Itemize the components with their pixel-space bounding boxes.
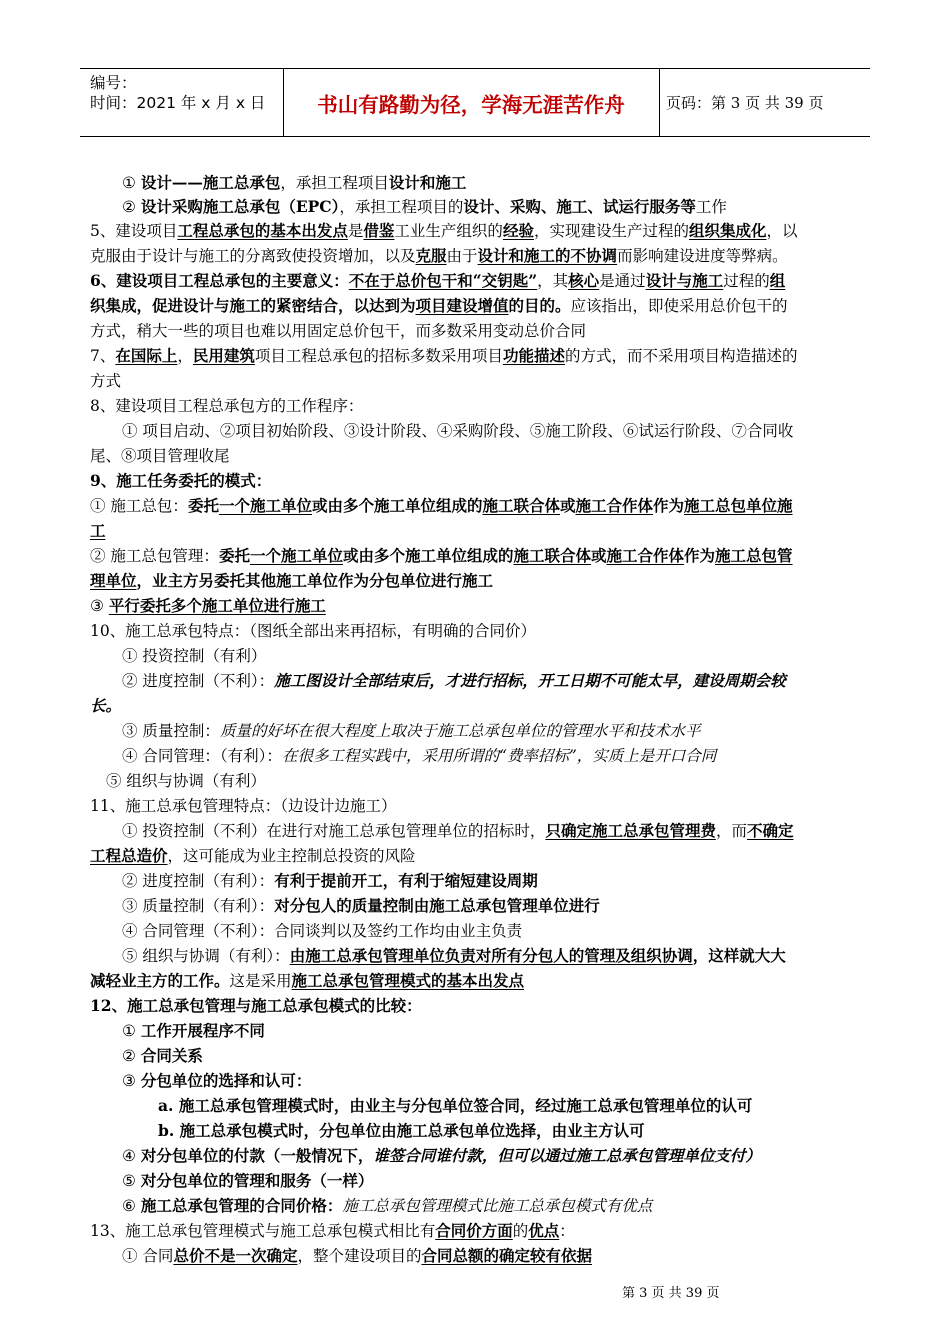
text-segment: 在国际上: [115, 346, 178, 365]
text-segment: ④: [122, 1147, 141, 1165]
text-segment: 平行委托多个施工单位进行施工: [108, 596, 326, 615]
text-line: [90, 321, 586, 341]
text-segment: 合同总额的确定较有依据: [421, 1246, 592, 1265]
text-segment: 施工总承包管理模式的基本出发点: [291, 971, 525, 990]
text-line: [122, 721, 700, 741]
text-segment: 只确定施工总承包管理费: [545, 821, 716, 840]
text-segment: 或: [560, 496, 576, 515]
text-segment: ③: [122, 1072, 141, 1090]
text-segment: 项目建设增值: [415, 296, 509, 315]
text-line: [122, 746, 716, 766]
text-segment: 作为: [684, 546, 716, 565]
date-label: 时间：2021 年 x 月 x 日: [90, 94, 266, 112]
text-line: [90, 246, 788, 266]
text-segment: 分包单位的选择和认可：: [140, 1071, 312, 1090]
text-segment: 或由多个施工单位组成的: [342, 546, 514, 565]
text-segment: 谁签合同谁付款，但可以通过施工总承包管理单位支付）: [373, 1146, 761, 1165]
text-segment: ，: [177, 347, 193, 365]
text-segment: 减轻业主方的工作。: [90, 971, 230, 990]
text-line: [90, 546, 793, 566]
text-segment: ①: [122, 174, 141, 192]
text-line: [90, 296, 788, 316]
text-segment: ① 合同: [122, 1247, 174, 1265]
text-segment: 10、施工总承包特点：（图纸全部出来再招标，有明确的合同价）: [90, 622, 536, 640]
text-segment: 施工合作体: [575, 496, 654, 515]
text-segment: 设计和施工的不协调: [477, 246, 618, 265]
header-motto: 书山有路勤为径，学海无涯苦作舟: [317, 92, 625, 117]
text-segment: 是: [347, 222, 364, 240]
text-segment: 总价不是一次确定: [173, 1246, 298, 1265]
text-line: [90, 496, 793, 516]
text-segment: ② 进度控制（不利）：: [122, 672, 275, 690]
text-line: [122, 1021, 265, 1041]
text-line: [122, 896, 600, 916]
text-segment: ④ 合同管理（不利）：合同谈判以及签约工作均由业主负责: [122, 922, 523, 940]
text-line: [90, 696, 121, 716]
text-segment: ，业主方另委托其他施工单位作为分包单位进行施工: [136, 571, 494, 590]
text-segment: b. 施工总承包模式时，分包单位由施工总承包单位选择，由业主方认可: [158, 1121, 645, 1140]
text-segment: 工作: [695, 198, 727, 216]
text-segment: ④ 合同管理：（有利）：: [122, 747, 282, 765]
text-segment: 长。: [90, 696, 122, 715]
text-segment: 或由多个施工单位组成的: [311, 496, 483, 515]
text-segment: ② 进度控制（有利）：: [122, 872, 275, 890]
text-segment: 一个施工单位: [249, 546, 343, 565]
text-segment: 组织集成化: [688, 221, 767, 240]
text-line: [90, 796, 396, 816]
text-segment: 委托: [218, 546, 250, 565]
text-segment: 织集成，促进设计与施工的紧密结合，以达到为: [90, 296, 416, 315]
text-segment: 5、建设项目: [90, 222, 178, 240]
text-segment: 6、建设项目工程总承包的主要意义：: [90, 271, 349, 290]
text-line: [158, 1096, 752, 1116]
text-segment: 工程总承包的基本出发点: [177, 221, 348, 240]
text-line: [90, 571, 493, 591]
text-segment: ⑤: [122, 1172, 141, 1190]
page-footer: 第 3 页 共 39 页: [622, 1286, 720, 1301]
text-line: [90, 371, 121, 391]
text-segment: ⑥: [122, 1197, 141, 1215]
text-line: [90, 621, 536, 641]
text-line: [122, 1246, 592, 1266]
text-segment: 一个施工单位: [218, 496, 312, 515]
text-segment: 设计采购施工总承包（EPC）: [140, 197, 340, 216]
text-line: [122, 197, 727, 217]
text-segment: 有利于提前开工，有利于缩短建设周期: [274, 871, 538, 890]
text-line: [122, 1071, 311, 1091]
text-segment: 克服: [415, 246, 447, 265]
text-segment: 合同价方面: [435, 1221, 513, 1240]
text-line: [90, 446, 230, 466]
text-line: [90, 346, 797, 366]
text-segment: 方式: [90, 372, 122, 390]
text-line: [90, 471, 271, 491]
text-segment: ①: [122, 1022, 141, 1040]
text-segment: 设计、采购、施工、试运行服务等: [463, 197, 696, 216]
text-segment: 工作开展程序不同: [140, 1021, 265, 1040]
text-segment: 优点: [528, 1221, 560, 1240]
text-segment: ：: [559, 1222, 575, 1240]
text-line: [90, 996, 422, 1016]
text-segment: 这是采用: [229, 972, 292, 990]
text-segment: 设计与施工: [645, 271, 724, 290]
text-segment: ① 投资控制（有利）: [122, 647, 267, 665]
text-segment: ① 项目启动、②项目初始阶段、③设计阶段、④采购阶段、⑤施工阶段、⑥试运行阶段、⑦合同收: [122, 422, 794, 440]
text-line: [90, 396, 363, 416]
text-line: [122, 871, 538, 891]
text-segment: ⑤ 组织与协调（有利）: [106, 772, 266, 790]
text-segment: ，而: [715, 822, 747, 840]
text-segment: 9、施工任务委托的模式：: [90, 471, 272, 490]
text-segment: 13、施工总承包管理模式与施工总承包模式相比有: [90, 1222, 436, 1240]
text-line: [122, 1146, 761, 1166]
text-segment: 施工总包管: [715, 546, 793, 565]
text-line: [90, 521, 106, 541]
page-header-table: [80, 68, 870, 137]
text-segment: 对分包单位的付款（一般情况下，: [140, 1146, 374, 1165]
text-line: [106, 771, 266, 791]
text-line: [90, 596, 326, 616]
text-line: [122, 421, 793, 441]
text-segment: 质量的好坏在很大程度上取决于施工总承包单位的管理水平和技术水平: [219, 722, 701, 740]
text-segment: ②: [122, 198, 141, 216]
text-line: [122, 821, 793, 841]
text-segment: 核心: [568, 271, 600, 290]
code-label: 编号：: [90, 74, 137, 92]
text-segment: 经验: [502, 221, 534, 240]
header-meta-cell: [80, 69, 283, 136]
text-segment: ③ 质量控制：: [122, 722, 220, 740]
text-segment: ⑤ 组织与协调（有利）：: [122, 947, 290, 965]
text-segment: 由于: [446, 247, 478, 265]
text-segment: 而影响建设进度等弊病。: [617, 247, 788, 265]
text-line: [122, 671, 786, 691]
text-segment: ，这可能成为业主控制总投资的风险: [167, 847, 416, 865]
text-segment: 借鉴: [363, 221, 395, 240]
text-segment: 由施工总承包管理单位负责对所有分包人的管理及组织协调: [289, 946, 693, 965]
text-segment: 过程的: [723, 272, 770, 290]
text-segment: 工程总造价: [90, 846, 168, 865]
text-segment: 7、: [90, 347, 116, 365]
text-segment: 施工总包单位施: [684, 496, 793, 515]
text-segment: ① 施工总包：: [90, 497, 188, 515]
text-segment: 理单位: [90, 571, 137, 590]
text-line: [158, 1121, 645, 1141]
text-segment: 施工总承包管理模式比施工总承包模式有优点: [342, 1197, 653, 1215]
text-segment: 施工联合体: [482, 496, 560, 515]
text-line: [122, 173, 466, 193]
text-segment: 对分包人的质量控制由施工总承包管理单位进行: [274, 896, 600, 915]
text-segment: a. 施工总承包管理模式时，由业主与分包单位签合同，经过施工总承包管理单位的认可: [158, 1096, 753, 1115]
header-page-label: 页码：第 3 页 共 39 页: [666, 94, 824, 112]
text-segment: ，以: [766, 222, 798, 240]
text-segment: 作为: [653, 496, 685, 515]
text-segment: 委托: [187, 496, 219, 515]
text-line: [90, 221, 798, 241]
text-segment: ，承担工程项目的: [339, 198, 464, 216]
text-segment: 不确定: [746, 821, 794, 840]
text-line: [90, 846, 416, 866]
text-segment: 或: [591, 546, 607, 565]
text-segment: ②: [122, 1047, 141, 1065]
text-segment: 施工总承包管理的合同价格：: [140, 1196, 343, 1215]
text-segment: 民用建筑: [192, 346, 255, 365]
text-line: [122, 946, 786, 966]
text-segment: 组: [769, 271, 786, 290]
text-segment: 工业生产组织的: [394, 222, 503, 240]
text-segment: ，这样就大大: [692, 946, 786, 965]
text-segment: 的方式，而不采用项目构造描述的: [564, 347, 798, 365]
text-line: [122, 1196, 652, 1216]
text-segment: 功能描述: [502, 346, 565, 365]
text-line: [122, 646, 266, 666]
text-segment: 11、施工总承包管理特点：（边设计边施工）: [90, 797, 397, 815]
text-segment: 8、建设项目工程总承包方的工作程序：: [90, 397, 364, 415]
text-segment: 施工合作体: [606, 546, 685, 565]
text-segment: 克服由于设计与施工的分离致使投资增加，以及: [90, 247, 416, 265]
text-segment: ，承担工程项目: [280, 174, 389, 192]
text-segment: 合同关系: [140, 1046, 203, 1065]
text-segment: 尾、⑧项目管理收尾: [90, 447, 230, 465]
text-segment: 的目的。: [508, 296, 571, 315]
text-segment: 应该指出，即使采用总价包干的: [570, 297, 788, 315]
text-segment: 对分包单位的管理和服务（一样）: [140, 1171, 374, 1190]
text-segment: ① 投资控制（不利）在进行对施工总承包管理单位的招标时，: [122, 822, 546, 840]
text-segment: 是通过: [599, 272, 646, 290]
text-segment: 项目工程总承包的招标多数采用项目: [254, 347, 503, 365]
text-segment: ，其: [537, 272, 569, 290]
text-line: [90, 1221, 575, 1241]
text-segment: 在很多工程实践中，采用所谓的“费率招标”，实质上是开口合同: [281, 747, 717, 765]
text-segment: ，实现建设生产过程的: [533, 222, 689, 240]
text-segment: ③ 质量控制（有利）：: [122, 897, 275, 915]
text-segment: 施工联合体: [513, 546, 591, 565]
text-segment: 设计和施工: [388, 173, 467, 192]
text-segment: 的: [512, 1222, 529, 1240]
text-segment: 方式，稍大一些的项目也难以用固定总价包干，而多数采用变动总价合同: [90, 322, 587, 340]
text-segment: 12、施工总承包管理与施工总承包模式的比较：: [90, 996, 422, 1015]
text-segment: 施工图设计全部结束后，才进行招标，开工日期不可能太早，建设周期会较: [274, 671, 786, 690]
text-line: [90, 271, 785, 291]
text-segment: 设计——施工总承包: [140, 173, 281, 192]
text-segment: ② 施工总包管理：: [90, 547, 219, 565]
text-segment: ③: [90, 597, 109, 615]
text-line: [122, 1046, 203, 1066]
text-segment: 工: [90, 521, 106, 540]
text-segment: ，整个建设项目的: [297, 1247, 422, 1265]
text-segment: 不在于总价包干和“交钥匙”: [348, 271, 538, 290]
text-line: [90, 971, 524, 991]
text-line: [122, 1171, 373, 1191]
text-line: [122, 921, 522, 941]
